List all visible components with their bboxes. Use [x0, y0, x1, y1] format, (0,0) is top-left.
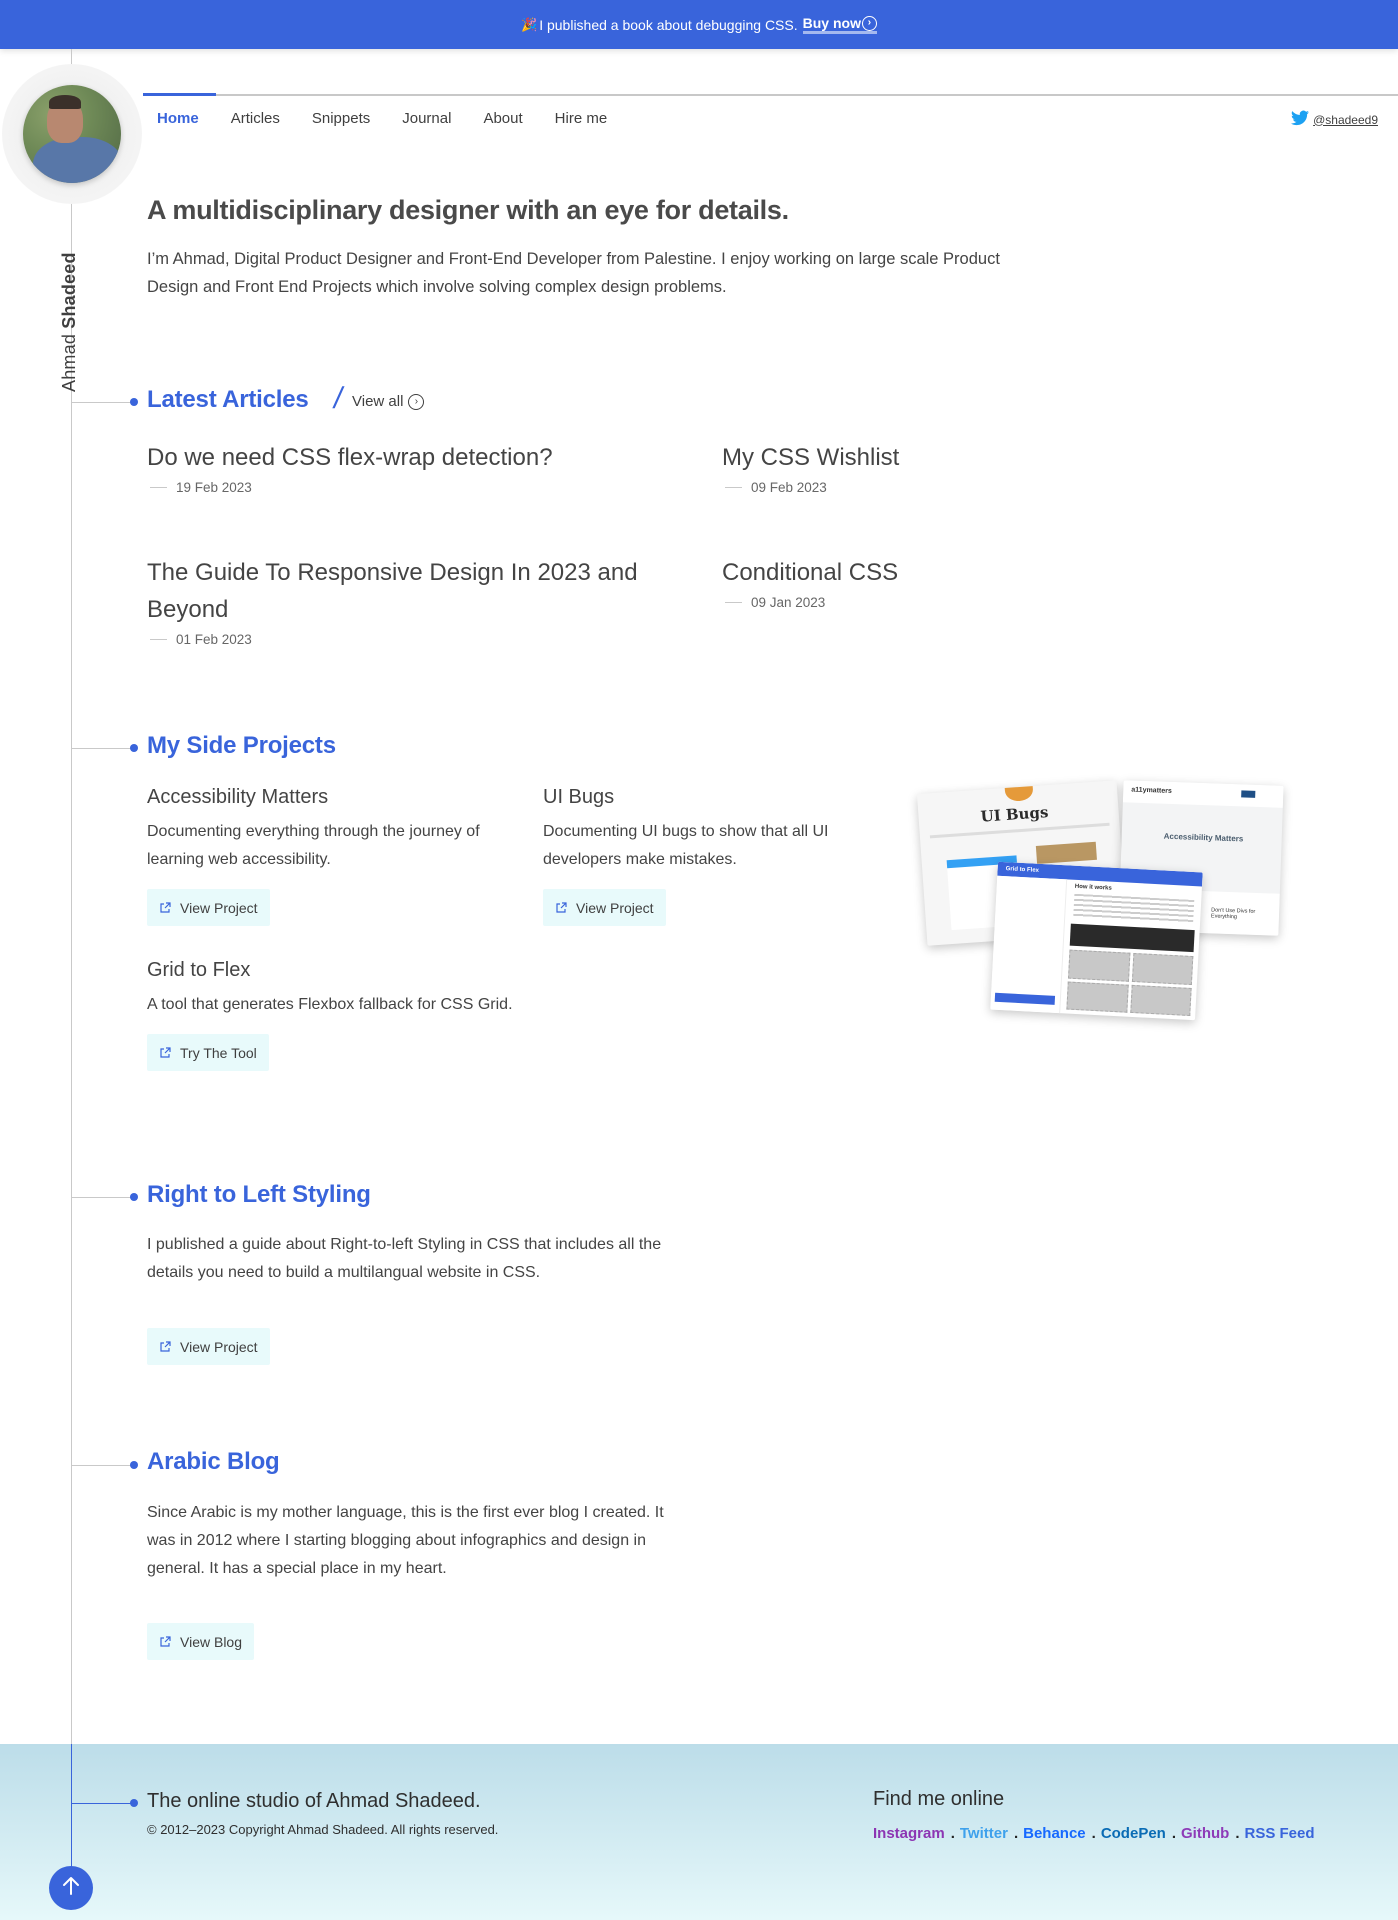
- project-title: UI Bugs: [543, 786, 615, 808]
- timeline-line-footer: [71, 1744, 72, 1884]
- find-me-online-heading: Find me online: [873, 1788, 1005, 1810]
- timeline-branch: [72, 1803, 132, 1804]
- article-date: 19 Feb 2023: [147, 480, 687, 495]
- article-title-link[interactable]: Conditional CSS: [722, 559, 899, 586]
- button-label: View Project: [180, 899, 258, 916]
- nav-item-articles[interactable]: Articles: [230, 110, 280, 127]
- timeline-branch: [72, 1197, 132, 1198]
- article-date: 09 Feb 2023: [722, 480, 1262, 495]
- buy-now-link[interactable]: [803, 15, 877, 34]
- article-date: 01 Feb 2023: [147, 632, 687, 647]
- article-title-link[interactable]: My CSS Wishlist: [722, 444, 900, 471]
- party-popper-icon: 🎉: [521, 16, 538, 32]
- try-the-tool-button[interactable]: [147, 1034, 269, 1071]
- twitter-handle: @shadeed9: [1313, 112, 1378, 127]
- button-label: View Blog: [180, 1633, 243, 1650]
- nav-item-about[interactable]: About: [483, 110, 523, 127]
- external-link-icon: [159, 902, 171, 914]
- project-card: [147, 957, 517, 1071]
- side-projects-heading: My Side Projects: [147, 732, 336, 759]
- nav-item-snippets[interactable]: Snippets: [311, 110, 371, 127]
- project-description: Documenting everything through the journey of learning web accessibility.: [147, 823, 480, 868]
- twitter-footer-link[interactable]: Twitter: [959, 1825, 1008, 1842]
- timeline-dot: [130, 1461, 138, 1469]
- behance-link[interactable]: Behance: [1023, 1825, 1086, 1842]
- arabic-blog-heading: Arabic Blog: [147, 1448, 280, 1475]
- chevron-right-circle-icon: ›: [862, 16, 877, 31]
- ui-bugs-screenshot: UI Bugs: [917, 780, 1127, 946]
- buy-now-label: Buy now: [802, 15, 861, 31]
- arabic-blog-text: Since Arabic is my mother language, this is the first ever blog I created. It was in 2012 where I starting blogging about infographics and design in general. It has a special place in my heart.: [147, 1504, 664, 1577]
- article-title-link[interactable]: Do we need CSS flex-wrap detection?: [147, 444, 553, 471]
- a11y-matters-screenshot: a11ymatters Accessibility Matters Don't Use Divs for Everything: [1118, 780, 1283, 935]
- copyright-text: © 2012–2023 Copyright Ahmad Shadeed. All rights reserved.: [147, 1822, 499, 1837]
- button-label: View Project: [180, 1338, 258, 1355]
- back-to-top-button[interactable]: [49, 1866, 93, 1910]
- rtl-heading: Right to Left Styling: [147, 1181, 371, 1208]
- banner-text: I published a book about debugging CSS.: [539, 16, 798, 33]
- rtl-text: I published a guide about Right-to-left Styling in CSS that includes all the details you need to build a multilangual website in CSS.: [147, 1236, 662, 1281]
- projects-screenshot-collage: [918, 775, 1288, 1025]
- twitter-bird-icon: [1291, 110, 1309, 129]
- latest-articles-heading: Latest Articles: [147, 386, 309, 413]
- timeline-dot: [130, 744, 138, 752]
- external-link-icon: [159, 1636, 171, 1648]
- twitter-link[interactable]: [1291, 110, 1378, 129]
- nav-item-home[interactable]: Home: [157, 110, 199, 127]
- instagram-link[interactable]: Instagram: [873, 1825, 945, 1842]
- github-link[interactable]: Github: [1181, 1825, 1230, 1842]
- timeline-dot: [130, 1799, 138, 1807]
- view-all-label: View all: [352, 393, 404, 410]
- project-description: Documenting UI bugs to show that all UI developers make mistakes.: [543, 823, 829, 868]
- rss-feed-link[interactable]: RSS Feed: [1244, 1825, 1315, 1842]
- nav-item-hire-me[interactable]: Hire me: [554, 110, 608, 127]
- codepen-link[interactable]: CodePen: [1100, 1825, 1166, 1842]
- project-title: Grid to Flex: [147, 959, 251, 981]
- hero-title: A multidisciplinary designer with an eye for details.: [147, 195, 789, 225]
- timeline-dot: [130, 398, 138, 406]
- article-date: 09 Jan 2023: [722, 595, 1262, 610]
- footer-title: The online studio of Ahmad Shadeed.: [147, 1790, 481, 1812]
- vertical-name: [59, 252, 80, 392]
- timeline-dot: [130, 1193, 138, 1201]
- external-link-icon: [159, 1047, 171, 1059]
- button-label: View Project: [576, 899, 654, 916]
- article-item: [147, 439, 687, 495]
- project-title: Accessibility Matters: [147, 786, 329, 808]
- timeline-branch: [72, 748, 132, 749]
- last-name: Shadeed: [59, 252, 79, 329]
- nav-item-journal[interactable]: Journal: [402, 110, 452, 127]
- hero-text: I’m Ahmad, Digital Product Designer and Front-End Developer from Palestine. I enjoy working on large scale Product Design and Front End Projects which involve solving complex design problems.: [147, 250, 1000, 296]
- announcement-banner: [0, 0, 1398, 49]
- first-name: Ahmad: [59, 333, 79, 392]
- nav-divider: [143, 94, 1398, 96]
- main-nav: [157, 110, 639, 127]
- chevron-right-circle-icon: ›: [408, 394, 424, 410]
- timeline-branch: [72, 402, 132, 403]
- external-link-icon: [555, 902, 567, 914]
- article-item: [147, 554, 687, 647]
- view-all-articles-link[interactable]: [352, 393, 424, 410]
- project-card: [147, 784, 517, 926]
- article-title-link[interactable]: The Guide To Responsive Design In 2023 and Beyond: [147, 559, 638, 623]
- project-card: [543, 784, 883, 926]
- grid-to-flex-screenshot: Grid to Flex How it works: [990, 862, 1202, 1021]
- view-blog-button[interactable]: [147, 1623, 254, 1660]
- view-project-button[interactable]: [147, 889, 270, 926]
- view-project-button[interactable]: [543, 889, 666, 926]
- heading-separator: /: [331, 382, 346, 415]
- nav-active-indicator: [143, 93, 216, 96]
- button-label: Try The Tool: [180, 1044, 257, 1061]
- article-item: [722, 554, 1262, 610]
- external-link-icon: [159, 1341, 171, 1353]
- rtl-view-project-button[interactable]: [147, 1328, 270, 1365]
- project-description: A tool that generates Flexbox fallback for CSS Grid.: [147, 996, 513, 1013]
- arrow-up-icon: [60, 1875, 82, 1902]
- social-links: Instagram . Twitter . Behance . CodePen . Github . RSS Feed: [873, 1825, 1315, 1842]
- article-item: [722, 439, 1262, 495]
- avatar[interactable]: [23, 85, 121, 183]
- timeline-branch: [72, 1465, 132, 1466]
